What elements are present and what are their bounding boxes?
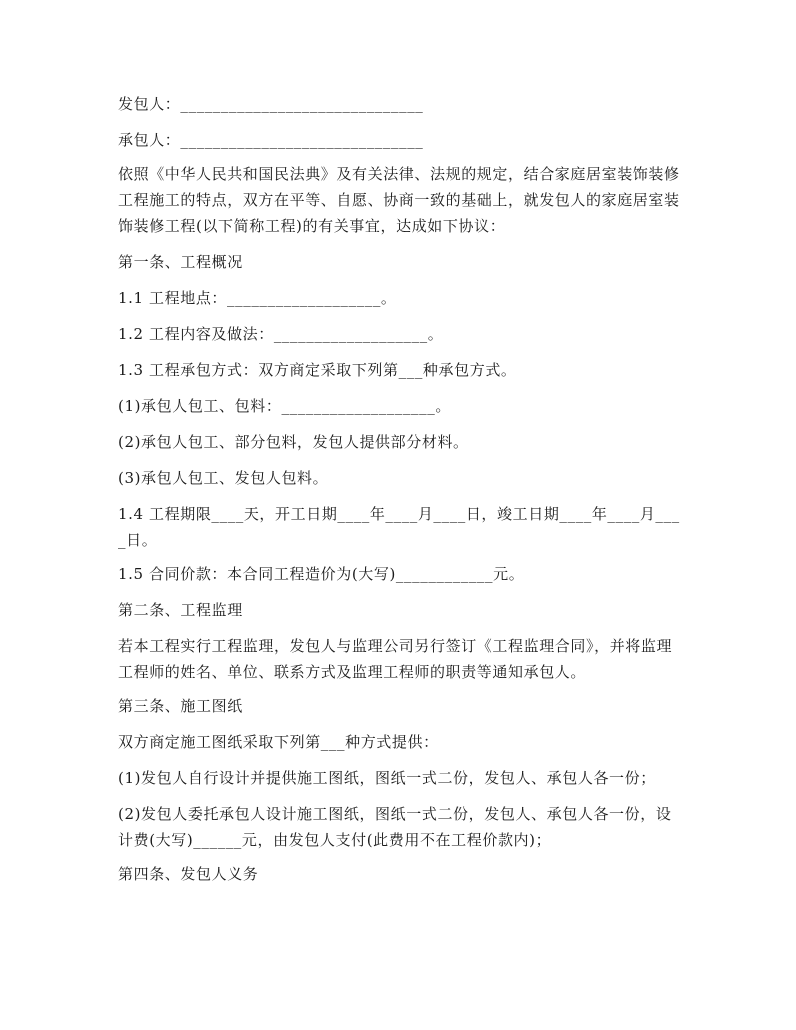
drawing-option-2: (2)发包人委托承包人设计施工图纸，图纸一式二份，发包人、承包人各一份，设计费(大写)______元，由发包人支付(此费用不在工程价款内)； xyxy=(118,805,672,849)
item-1-1: 1.1 工程地点：___________________。 xyxy=(118,289,397,307)
drawing-option-1: (1)发包人自行设计并提供施工图纸，图纸一式二份，发包人、承包人各一份； xyxy=(118,769,656,787)
article-3-heading: 第三条、施工图纸 xyxy=(118,697,243,715)
item-1-3: 1.3 工程承包方式：双方商定采取下列第___种承包方式。 xyxy=(118,361,517,379)
article-3-intro: 双方商定施工图纸采取下列第___种方式提供： xyxy=(118,733,439,751)
item-1-2: 1.2 工程内容及做法：___________________。 xyxy=(118,325,444,343)
item-1-5: 1.5 合同价款：本合同工程造价为(大写)____________元。 xyxy=(118,565,525,583)
article-2-heading: 第二条、工程监理 xyxy=(118,601,243,619)
party-a-line: 发包人：______________________________ xyxy=(118,95,424,113)
option-3: (3)承包人包工、发包人包料。 xyxy=(118,469,329,487)
article-2-body: 若本工程实行工程监理，发包人与监理公司另行签订《工程监理合同》，并将监理工程师的姓名、单位、联系方式及监理工程师的职责等通知承包人。 xyxy=(118,637,673,681)
party-b-line: 承包人：______________________________ xyxy=(118,131,424,149)
intro-paragraph: 依照《中华人民共和国民法典》及有关法律、法规的规定，结合家庭居室装饰装修工程施工的特点，双方在平等、自愿、协商一致的基础上，就发包人的家庭居室装饰装修工程(以下简称工程)的有关事宜，达成如下协议： xyxy=(118,165,680,235)
article-4-heading: 第四条、发包人义务 xyxy=(118,865,259,883)
option-1: (1)承包人包工、包料：___________________。 xyxy=(118,397,451,415)
option-2: (2)承包人包工、部分包料，发包人提供部分材料。 xyxy=(118,433,469,451)
article-1-heading: 第一条、工程概况 xyxy=(118,253,243,271)
item-1-4: 1.4 工程期限____天，开工日期____年____月____日，竣工日期____年____月____日。 xyxy=(118,505,680,549)
